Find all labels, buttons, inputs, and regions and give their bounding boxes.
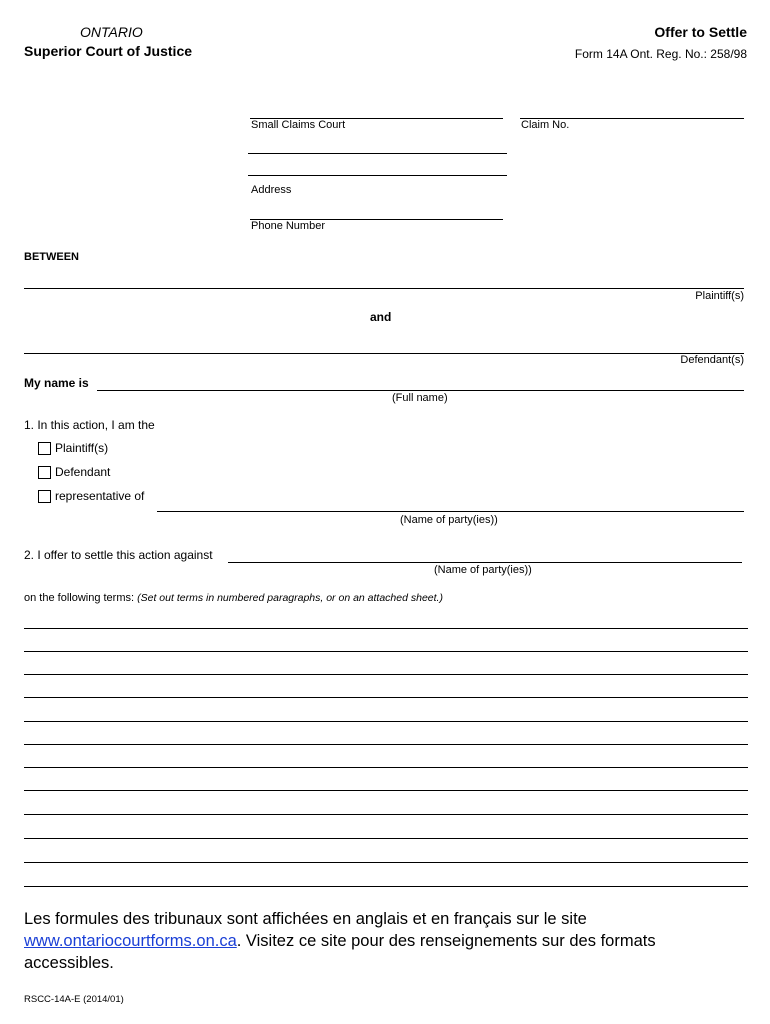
terms-line[interactable] <box>24 651 748 652</box>
claim-no-label: Claim No. <box>521 119 570 131</box>
terms-line[interactable] <box>24 697 748 698</box>
plaintiff-line[interactable] <box>24 288 744 289</box>
notice-line-1: Les formules des tribunaux sont affichées en anglais et en français sur le site <box>24 910 587 928</box>
offer-against-line[interactable] <box>228 562 742 563</box>
terms-line[interactable] <box>24 721 748 722</box>
terms-label: on the following terms: <box>24 592 135 604</box>
terms-line[interactable] <box>24 744 748 745</box>
full-name-line[interactable] <box>97 390 744 391</box>
terms-hint: (Set out terms in numbered paragraphs, or on an attached sheet.) <box>137 592 443 604</box>
terms-line[interactable] <box>24 838 748 839</box>
representative-checkbox[interactable] <box>38 490 51 503</box>
role-intro: 1. In this action, I am the <box>24 418 155 432</box>
full-name-caption: (Full name) <box>392 392 448 404</box>
phone-number-label: Phone Number <box>251 220 325 232</box>
terms-line[interactable] <box>24 862 748 863</box>
form-number: Form 14A Ont. Reg. No.: 258/98 <box>574 47 747 61</box>
terms-intro <box>24 592 443 604</box>
my-name-label: My name is <box>24 376 89 390</box>
defendant-label: Defendant(s) <box>680 354 744 366</box>
defendant-option-label: Defendant <box>55 465 111 479</box>
court-name: Superior Court of Justice <box>24 43 193 59</box>
terms-line[interactable] <box>24 790 748 791</box>
notice-line-3: accessibles. <box>24 954 114 972</box>
plaintiff-option-label: Plaintiff(s) <box>55 441 109 455</box>
address-line-2[interactable] <box>248 175 507 176</box>
ontario-court-forms-link[interactable]: www.ontariocourtforms.on.ca <box>24 932 237 950</box>
plaintiff-checkbox[interactable] <box>38 442 51 455</box>
terms-line[interactable] <box>24 814 748 815</box>
representative-option-label: representative of <box>55 489 145 503</box>
address-label: Address <box>251 184 292 196</box>
form-code: RSCC-14A-E (2014/01) <box>24 994 124 1005</box>
represented-party-caption: (Name of party(ies)) <box>400 514 498 526</box>
terms-line[interactable] <box>24 886 748 887</box>
represented-party-line[interactable] <box>157 511 744 512</box>
and-label: and <box>370 310 392 324</box>
plaintiff-label: Plaintiff(s) <box>695 290 744 302</box>
form-title: Offer to Settle <box>654 24 747 40</box>
between-label: BETWEEN <box>24 251 79 263</box>
address-line-1[interactable] <box>248 153 507 154</box>
offer-against-caption: (Name of party(ies)) <box>434 564 532 576</box>
language-notice <box>24 908 748 974</box>
terms-line[interactable] <box>24 674 748 675</box>
small-claims-court-label: Small Claims Court <box>251 119 346 131</box>
defendant-line[interactable] <box>24 353 744 354</box>
province-label: ONTARIO <box>80 24 143 40</box>
terms-line[interactable] <box>24 767 748 768</box>
terms-line[interactable] <box>24 628 748 629</box>
defendant-checkbox[interactable] <box>38 466 51 479</box>
offer-intro: 2. I offer to settle this action against <box>24 548 213 562</box>
notice-after-link: . Visitez ce site pour des renseignements sur des formats <box>236 932 656 950</box>
